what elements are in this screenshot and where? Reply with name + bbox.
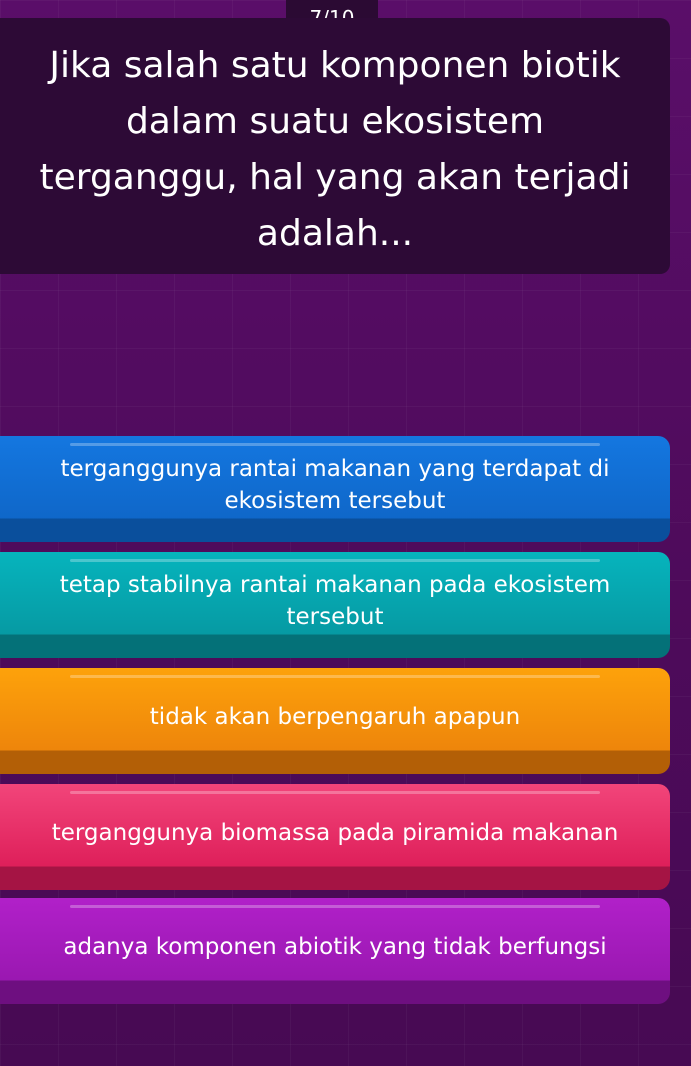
question-text: Jika salah satu komponen biotik dalam suatu ekosistem terganggu, hal yang akan terjadi adalah... <box>39 45 631 254</box>
answer-option-5[interactable] <box>0 898 670 1004</box>
answer-option-4-label: terganggunya biomassa pada piramida makanan <box>51 820 619 846</box>
answer-option-2[interactable] <box>0 552 670 658</box>
answer-option-2-label: tetap stabilnya rantai makanan pada ekosistem tersebut <box>59 572 611 630</box>
answer-option-1-label: terganggunya rantai makanan yang terdapat di ekosistem tersebut <box>60 456 610 514</box>
answer-option-1[interactable] <box>0 436 670 542</box>
answer-option-3-label: tidak akan berpengaruh apapun <box>149 704 521 730</box>
question-card <box>0 18 670 274</box>
answer-option-5-label: adanya komponen abiotik yang tidak berfungsi <box>63 934 607 960</box>
answer-option-3[interactable] <box>0 668 670 774</box>
answer-option-4[interactable] <box>0 784 670 890</box>
